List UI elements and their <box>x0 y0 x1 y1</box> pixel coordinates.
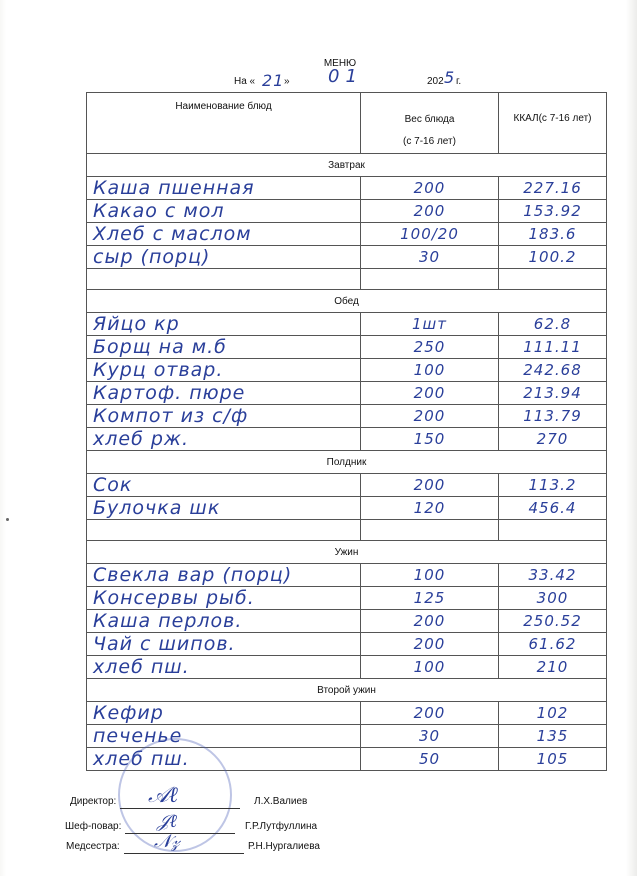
dish-name: Какао с мол <box>87 200 361 223</box>
dish-name: Булочка шк <box>87 497 361 520</box>
signature-role: Директор: <box>70 796 117 807</box>
signature-line <box>125 833 235 834</box>
section-header-row <box>87 290 607 313</box>
empty-cell <box>499 520 607 541</box>
dish-kcal: 33.42 <box>499 564 607 587</box>
menu-item-row <box>87 200 607 223</box>
dish-weight: 30 <box>361 246 499 269</box>
dish-weight: 200 <box>361 474 499 497</box>
empty-cell <box>361 269 499 290</box>
dish-name: Консервы рыб. <box>87 587 361 610</box>
section-title: Завтрак <box>87 154 607 177</box>
dish-kcal: 213.94 <box>499 382 607 405</box>
dish-weight: 100 <box>361 359 499 382</box>
menu-item-row <box>87 223 607 246</box>
menu-item-row <box>87 564 607 587</box>
date-mid: » <box>284 76 290 87</box>
section-title: Обед <box>87 290 607 313</box>
menu-item-row <box>87 587 607 610</box>
dish-kcal: 105 <box>499 748 607 771</box>
dish-name: Компот из с/ф <box>87 405 361 428</box>
dish-name: Яйцо кр <box>87 313 361 336</box>
section-title: Ужин <box>87 541 607 564</box>
dish-name: Картоф. пюре <box>87 382 361 405</box>
signature-role: Медсестра: <box>66 841 120 852</box>
menu-item-row <box>87 474 607 497</box>
section-header-row <box>87 679 607 702</box>
dish-weight: 200 <box>361 610 499 633</box>
handwritten-signature: 𝒩𝓏 <box>154 831 180 852</box>
menu-item-row <box>87 336 607 359</box>
dish-kcal: 135 <box>499 725 607 748</box>
column-name-header: Наименование блюд <box>87 93 361 154</box>
menu-table <box>86 92 607 771</box>
dish-weight: 125 <box>361 587 499 610</box>
date-prefix: На « <box>234 76 256 87</box>
dish-kcal: 300 <box>499 587 607 610</box>
dish-name: Каша пшенная <box>87 177 361 200</box>
dish-kcal: 61.62 <box>499 633 607 656</box>
signature-nurse <box>66 831 366 857</box>
menu-item-row <box>87 497 607 520</box>
dish-name: Свекла вар (порц) <box>87 564 361 587</box>
dish-weight: 200 <box>361 633 499 656</box>
dish-kcal: 113.2 <box>499 474 607 497</box>
dish-name: Сок <box>87 474 361 497</box>
menu-item-row <box>87 610 607 633</box>
dish-kcal: 210 <box>499 656 607 679</box>
signature-role: Шеф-повар: <box>65 821 122 832</box>
menu-item-row <box>87 382 607 405</box>
menu-item-row <box>87 702 607 725</box>
dish-name: Кефир <box>87 702 361 725</box>
handwritten-signature: 𝒜ℓ <box>148 783 178 808</box>
section-title: Полдник <box>87 451 607 474</box>
section-title: Второй ужин <box>87 679 607 702</box>
dish-name: Курц отвар. <box>87 359 361 382</box>
dish-kcal: 62.8 <box>499 313 607 336</box>
dish-kcal: 250.52 <box>499 610 607 633</box>
date-year-suffix: г. <box>456 76 462 87</box>
signature-director <box>70 783 370 812</box>
signature-name: Г.Р.Лутфуллина <box>245 821 318 832</box>
dish-weight: 200 <box>361 177 499 200</box>
dish-weight: 100/20 <box>361 223 499 246</box>
menu-item-row <box>87 405 607 428</box>
dish-name: Каша перлов. <box>87 610 361 633</box>
dish-name: хлеб пш. <box>87 748 361 771</box>
dish-kcal: 100.2 <box>499 246 607 269</box>
dish-kcal: 183.6 <box>499 223 607 246</box>
menu-item-row <box>87 656 607 679</box>
column-weight-header <box>361 93 499 154</box>
dish-name: сыр (порц) <box>87 246 361 269</box>
signature-line <box>124 853 244 854</box>
column-weight-header-line2: (с 7-16 лет) <box>403 136 456 147</box>
section-header-row <box>87 541 607 564</box>
signature-line <box>120 808 240 809</box>
dish-name: Хлеб с маслом <box>87 223 361 246</box>
dish-weight: 200 <box>361 200 499 223</box>
date-month: 01 <box>328 66 363 87</box>
empty-row <box>87 520 607 541</box>
dish-weight: 50 <box>361 748 499 771</box>
menu-item-row <box>87 177 607 200</box>
dish-weight: 100 <box>361 656 499 679</box>
dish-kcal: 227.16 <box>499 177 607 200</box>
signature-name: Л.Х.Валиев <box>254 796 308 807</box>
page-title: МЕНЮ <box>323 58 357 69</box>
dish-name: хлеб пш. <box>87 656 361 679</box>
dish-weight: 120 <box>361 497 499 520</box>
section-header-row <box>87 451 607 474</box>
signature-chef <box>65 811 365 837</box>
dish-weight: 200 <box>361 382 499 405</box>
dish-weight: 200 <box>361 702 499 725</box>
empty-cell <box>499 269 607 290</box>
menu-item-row <box>87 633 607 656</box>
dish-kcal: 242.68 <box>499 359 607 382</box>
date-day: 21 <box>262 71 285 90</box>
column-weight-header-line1: Вес блюда <box>404 114 455 125</box>
dish-weight: 200 <box>361 405 499 428</box>
empty-cell <box>87 520 361 541</box>
menu-item-row <box>87 246 607 269</box>
empty-cell <box>361 520 499 541</box>
dish-name: Борщ на м.б <box>87 336 361 359</box>
dish-kcal: 153.92 <box>499 200 607 223</box>
dish-name: хлеб рж. <box>87 428 361 451</box>
dish-kcal: 270 <box>499 428 607 451</box>
dish-kcal: 102 <box>499 702 607 725</box>
dish-weight: 1шт <box>361 313 499 336</box>
table-header-row <box>87 93 607 154</box>
dish-weight: 150 <box>361 428 499 451</box>
dish-kcal: 113.79 <box>499 405 607 428</box>
date-year-handwritten: 5 <box>444 68 456 87</box>
dish-name: печенье <box>87 725 361 748</box>
menu-item-row <box>87 313 607 336</box>
dish-kcal: 111.11 <box>499 336 607 359</box>
dish-kcal: 456.4 <box>499 497 607 520</box>
dish-weight: 250 <box>361 336 499 359</box>
column-kcal-header: ККАЛ(с 7-16 лет) <box>499 93 607 154</box>
signature-name: Р.Н.Нургалиева <box>248 841 320 852</box>
menu-item-row <box>87 359 607 382</box>
dish-weight: 100 <box>361 564 499 587</box>
date-year-printed: 202 <box>427 76 444 87</box>
dish-name: Чай с шипов. <box>87 633 361 656</box>
menu-item-row <box>87 428 607 451</box>
empty-cell <box>87 269 361 290</box>
section-header-row <box>87 154 607 177</box>
date-line <box>232 66 472 94</box>
dish-weight: 30 <box>361 725 499 748</box>
scan-speck <box>6 518 9 521</box>
handwritten-signature: 𝒥ℓ <box>157 811 177 832</box>
empty-row <box>87 269 607 290</box>
